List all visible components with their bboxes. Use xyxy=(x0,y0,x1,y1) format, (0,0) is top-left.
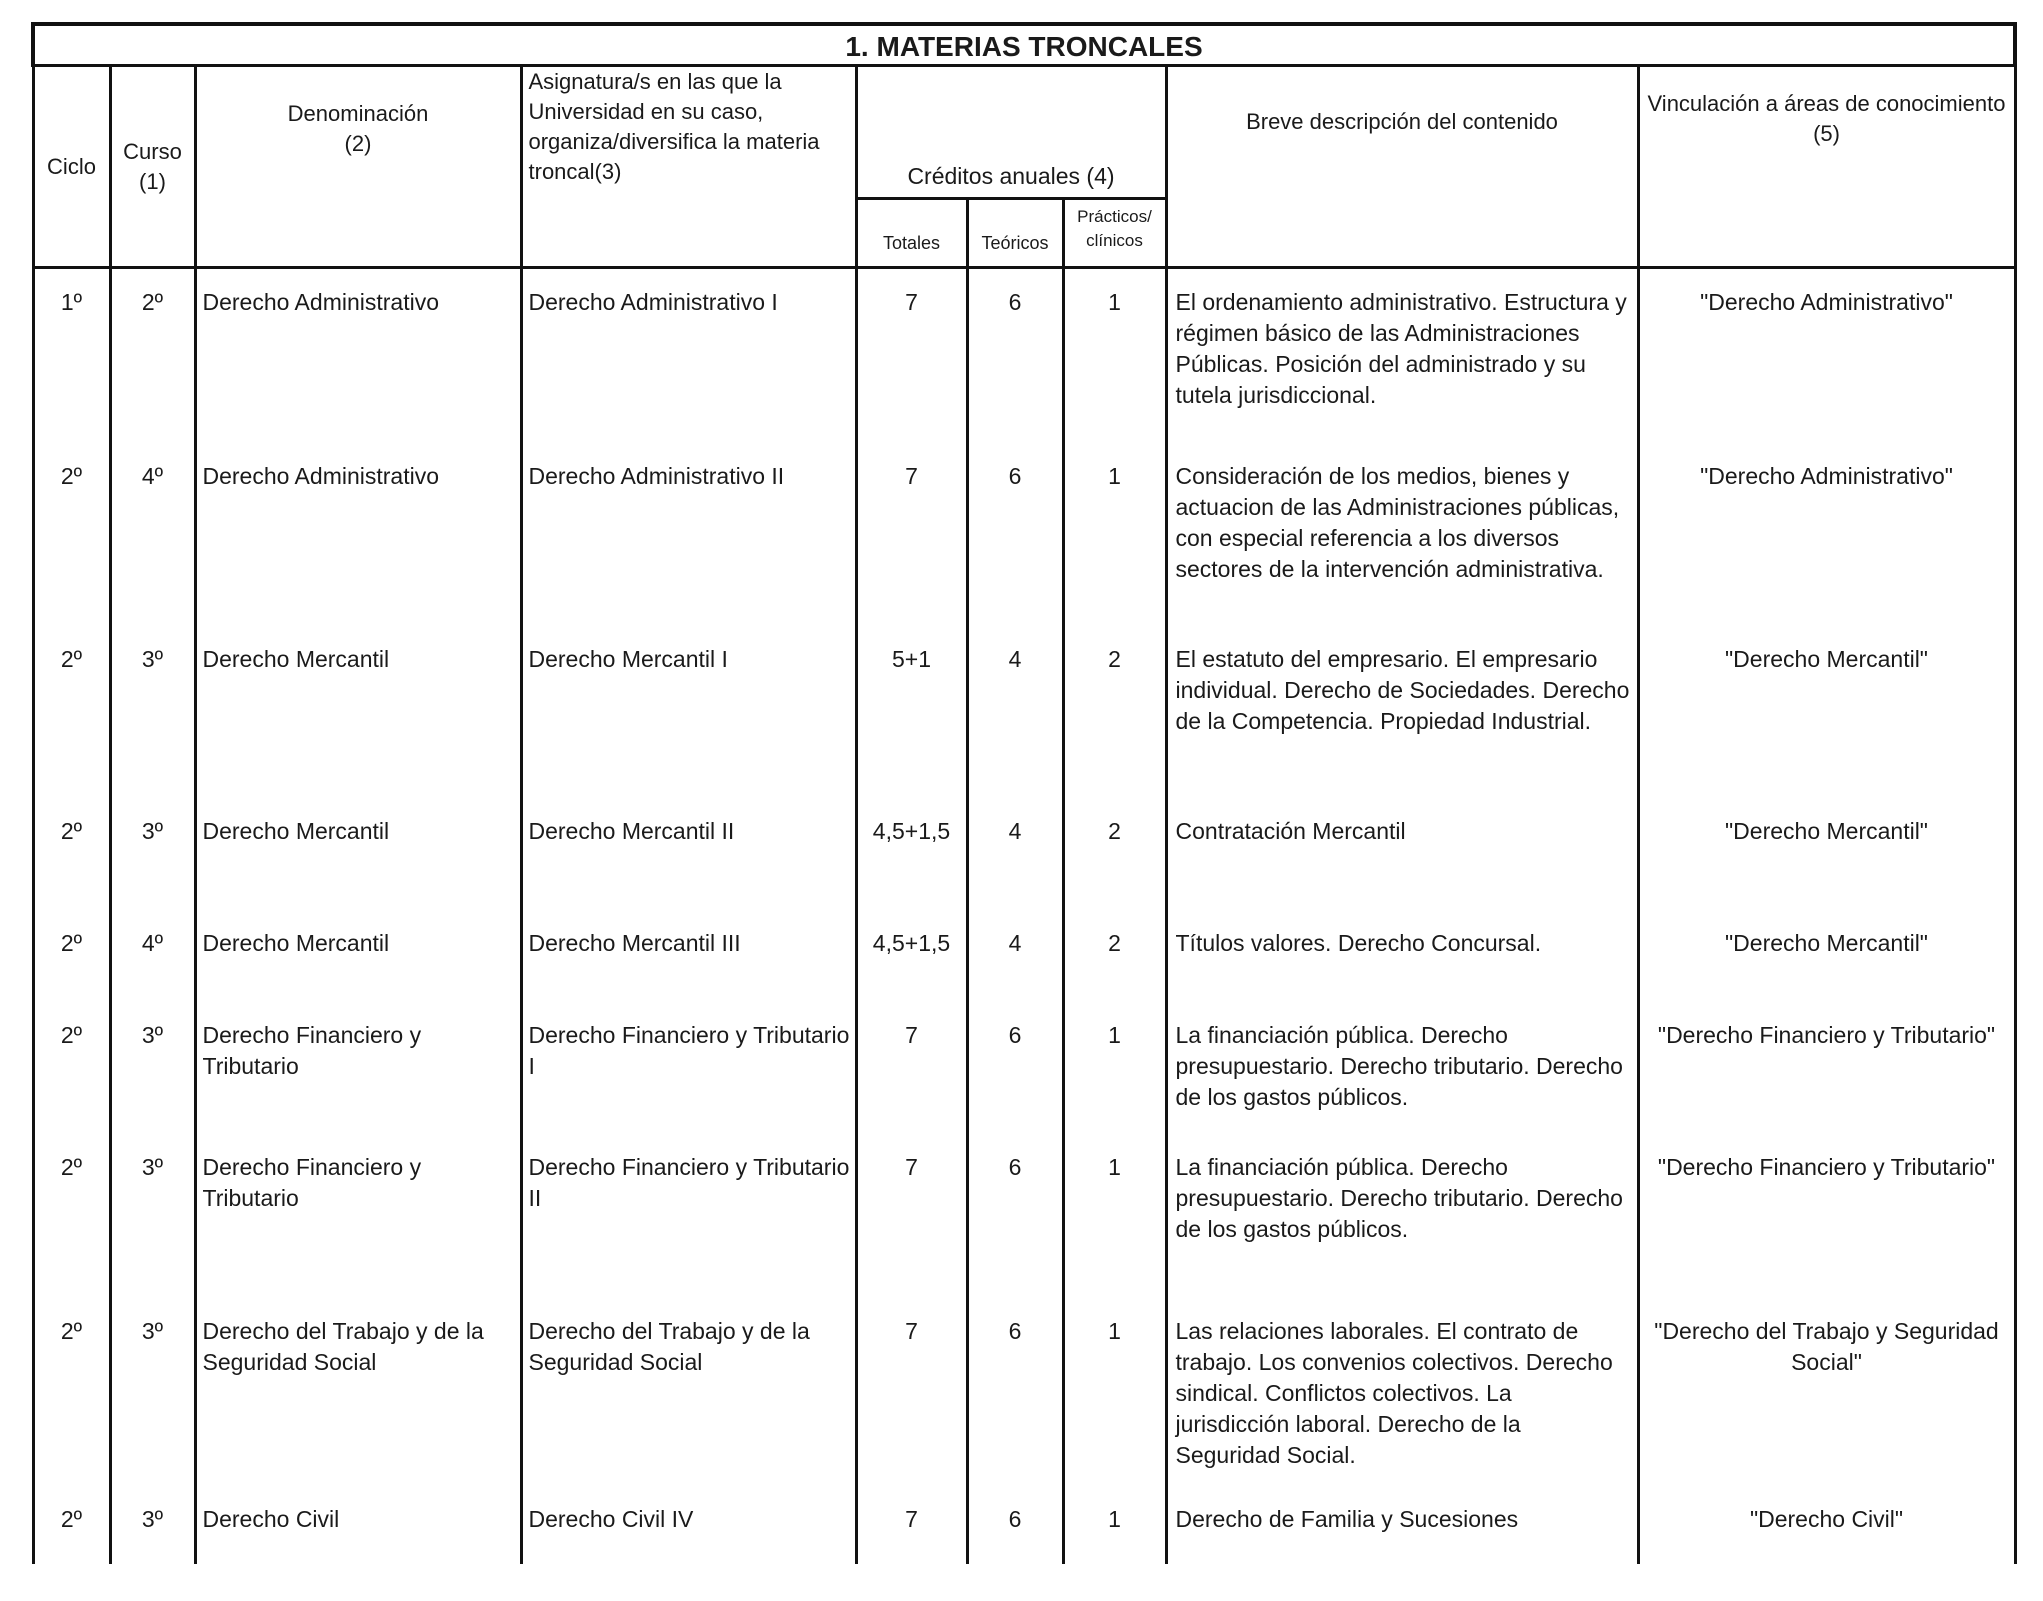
cell-teoricos: 4 xyxy=(967,816,1063,928)
materias-troncales-table xyxy=(31,22,2017,1564)
cell-totales: 7 xyxy=(856,1504,967,1564)
cell-vinculacion: "Derecho del Trabajo y Seguridad Social" xyxy=(1638,1316,2015,1504)
cell-totales: 4,5+1,5 xyxy=(856,928,967,1020)
cell-asignatura: Derecho Mercantil III xyxy=(521,928,856,1020)
cell-descripcion: Consideración de los medios, bienes y actuacion de las Administraciones públicas, con especial referencia a los diversos sectores de la intervención administrativa. xyxy=(1166,461,1638,644)
header-denominacion: Denominación (2) xyxy=(195,66,521,268)
table-row xyxy=(33,461,2015,644)
table-row xyxy=(33,1152,2015,1316)
cell-ciclo: 2º xyxy=(33,1316,110,1504)
cell-totales: 7 xyxy=(856,461,967,644)
cell-curso: 4º xyxy=(110,928,195,1020)
header-descripcion: Breve descripción del contenido xyxy=(1166,66,1638,268)
cell-vinculacion: "Derecho Mercantil" xyxy=(1638,928,2015,1020)
cell-asignatura: Derecho del Trabajo y de la Seguridad Social xyxy=(521,1316,856,1504)
cell-vinculacion: "Derecho Financiero y Tributario" xyxy=(1638,1020,2015,1152)
cell-asignatura: Derecho Financiero y Tributario II xyxy=(521,1152,856,1316)
cell-descripcion: El ordenamiento administrativo. Estructura y régimen básico de las Administraciones Públicas. Posición del administrado y su tutela jurisdiccional. xyxy=(1166,268,1638,461)
cell-descripcion: Derecho de Familia y Sucesiones xyxy=(1166,1504,1638,1564)
cell-curso: 3º xyxy=(110,1504,195,1564)
cell-teoricos: 6 xyxy=(967,1020,1063,1152)
cell-ciclo: 2º xyxy=(33,1152,110,1316)
cell-ciclo: 2º xyxy=(33,461,110,644)
header-curso: Curso (1) xyxy=(110,66,195,268)
cell-totales: 7 xyxy=(856,1152,967,1316)
cell-totales: 7 xyxy=(856,268,967,461)
cell-curso: 3º xyxy=(110,1020,195,1152)
header-ciclo: Ciclo xyxy=(33,66,110,268)
cell-descripcion: Contratación Mercantil xyxy=(1166,816,1638,928)
cell-asignatura: Derecho Mercantil I xyxy=(521,644,856,816)
cell-vinculacion: "Derecho Financiero y Tributario" xyxy=(1638,1152,2015,1316)
cell-asignatura: Derecho Financiero y Tributario I xyxy=(521,1020,856,1152)
cell-ciclo: 1º xyxy=(33,268,110,461)
cell-denominacion: Derecho Mercantil xyxy=(195,928,521,1020)
cell-ciclo: 2º xyxy=(33,816,110,928)
cell-curso: 2º xyxy=(110,268,195,461)
cell-practicos: 1 xyxy=(1063,1152,1166,1316)
cell-practicos: 2 xyxy=(1063,816,1166,928)
cell-practicos: 1 xyxy=(1063,1020,1166,1152)
cell-teoricos: 4 xyxy=(967,644,1063,816)
cell-vinculacion: "Derecho Civil" xyxy=(1638,1504,2015,1564)
cell-asignatura: Derecho Civil IV xyxy=(521,1504,856,1564)
cell-denominacion: Derecho Mercantil xyxy=(195,644,521,816)
cell-totales: 7 xyxy=(856,1020,967,1152)
cell-totales: 5+1 xyxy=(856,644,967,816)
table-title: 1. MATERIAS TRONCALES xyxy=(33,24,2015,66)
cell-denominacion: Derecho Administrativo xyxy=(195,268,521,461)
table-row xyxy=(33,928,2015,1020)
cell-teoricos: 6 xyxy=(967,1316,1063,1504)
cell-teoricos: 4 xyxy=(967,928,1063,1020)
cell-totales: 7 xyxy=(856,1316,967,1504)
cell-vinculacion: "Derecho Mercantil" xyxy=(1638,644,2015,816)
cell-teoricos: 6 xyxy=(967,268,1063,461)
table-row xyxy=(33,1504,2015,1564)
table-row xyxy=(33,1316,2015,1504)
cell-denominacion: Derecho Financiero y Tributario xyxy=(195,1020,521,1152)
cell-vinculacion: "Derecho Administrativo" xyxy=(1638,461,2015,644)
cell-vinculacion: "Derecho Mercantil" xyxy=(1638,816,2015,928)
table-row xyxy=(33,1020,2015,1152)
cell-denominacion: Derecho Financiero y Tributario xyxy=(195,1152,521,1316)
cell-ciclo: 2º xyxy=(33,1504,110,1564)
table-row xyxy=(33,268,2015,461)
header-vinculacion: Vinculación a áreas de conocimiento (5) xyxy=(1638,66,2015,268)
cell-descripcion: El estatuto del empresario. El empresario individual. Derecho de Sociedades. Derecho de la Competencia. Propiedad Industrial. xyxy=(1166,644,1638,816)
header-creditos: Créditos anuales (4) xyxy=(856,66,1166,199)
cell-ciclo: 2º xyxy=(33,1020,110,1152)
cell-curso: 4º xyxy=(110,461,195,644)
cell-teoricos: 6 xyxy=(967,1504,1063,1564)
cell-denominacion: Derecho del Trabajo y de la Seguridad Social xyxy=(195,1316,521,1504)
cell-totales: 4,5+1,5 xyxy=(856,816,967,928)
troncales-table-frame xyxy=(31,22,2013,1582)
cell-denominacion: Derecho Administrativo xyxy=(195,461,521,644)
cell-practicos: 1 xyxy=(1063,1316,1166,1504)
cell-curso: 3º xyxy=(110,1152,195,1316)
cell-descripcion: Las relaciones laborales. El contrato de trabajo. Los convenios colectivos. Derecho sindical. Conflictos colectivos. La jurisdicción laboral. Derecho de la Seguridad Social. xyxy=(1166,1316,1638,1504)
cell-asignatura: Derecho Administrativo II xyxy=(521,461,856,644)
cell-curso: 3º xyxy=(110,816,195,928)
cell-descripcion: La financiación pública. Derecho presupuestario. Derecho tributario. Derecho de los gastos públicos. xyxy=(1166,1020,1638,1152)
table-row xyxy=(33,816,2015,928)
cell-vinculacion: "Derecho Administrativo" xyxy=(1638,268,2015,461)
cell-practicos: 1 xyxy=(1063,461,1166,644)
cell-descripcion: Títulos valores. Derecho Concursal. xyxy=(1166,928,1638,1020)
cell-curso: 3º xyxy=(110,1316,195,1504)
table-row xyxy=(33,644,2015,816)
cell-practicos: 1 xyxy=(1063,268,1166,461)
cell-ciclo: 2º xyxy=(33,644,110,816)
cell-ciclo: 2º xyxy=(33,928,110,1020)
header-teoricos: Teóricos xyxy=(967,199,1063,268)
cell-practicos: 1 xyxy=(1063,1504,1166,1564)
cell-curso: 3º xyxy=(110,644,195,816)
header-totales: Totales xyxy=(856,199,967,268)
cell-denominacion: Derecho Civil xyxy=(195,1504,521,1564)
cell-practicos: 2 xyxy=(1063,928,1166,1020)
cell-descripcion: La financiación pública. Derecho presupuestario. Derecho tributario. Derecho de los gastos públicos. xyxy=(1166,1152,1638,1316)
header-practicos: Prácticos/ clínicos xyxy=(1063,199,1166,268)
cell-practicos: 2 xyxy=(1063,644,1166,816)
cell-teoricos: 6 xyxy=(967,461,1063,644)
header-asignatura: Asignatura/s en las que la Universidad en su caso, organiza/diversifica la materia troncal(3) xyxy=(521,66,856,268)
cell-teoricos: 6 xyxy=(967,1152,1063,1316)
cell-denominacion: Derecho Mercantil xyxy=(195,816,521,928)
cell-asignatura: Derecho Mercantil II xyxy=(521,816,856,928)
cell-asignatura: Derecho Administrativo I xyxy=(521,268,856,461)
